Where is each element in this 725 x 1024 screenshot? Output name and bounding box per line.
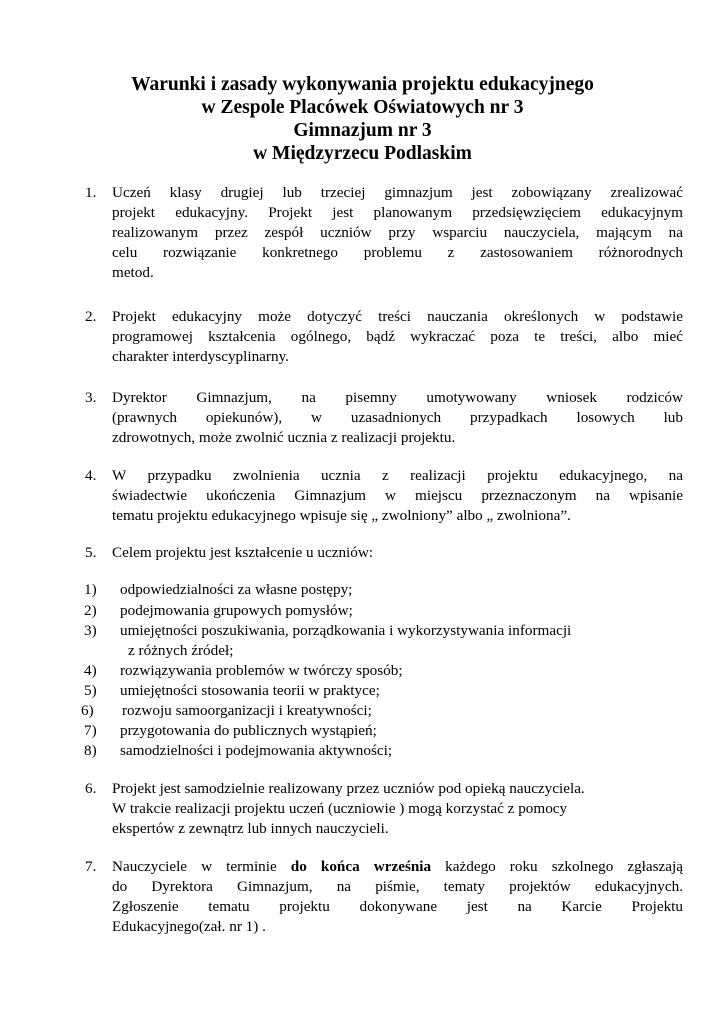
goal-number: 5) xyxy=(84,682,97,699)
title-line-2: w Zespole Placówek Oświatowych nr 3 xyxy=(201,97,524,118)
point-line: Celem projektu jest kształcenie u uczniów: xyxy=(112,544,374,561)
point-line: Uczeń klasy drugiej lub trzeciej gimnazjum jest zobowiązany zrealizować xyxy=(112,184,683,201)
goal-number: 7) xyxy=(84,722,97,739)
goal-text: rozwoju samoorganizacji i kreatywności; xyxy=(122,702,372,719)
point-line: do Dyrektora Gimnazjum, na piśmie, tematy projektów edukacyjnych. xyxy=(112,878,683,895)
point-line-with-bold xyxy=(112,857,683,877)
goal-text: umiejętności stosowania teorii w praktyce; xyxy=(120,682,380,699)
point-line: Projekt edukacyjny może dotyczyć treści nauczania określonych w podstawie xyxy=(112,308,683,325)
title-line-3: Gimnazjum nr 3 xyxy=(293,120,432,141)
point-line: realizowanym przez zespół uczniów przy wsparciu nauczyciela, mającym na xyxy=(112,224,683,241)
document-title xyxy=(0,73,725,165)
point-line: charakter interdyscyplinarny. xyxy=(112,348,289,365)
goal-number: 1) xyxy=(84,581,97,598)
point-line: świadectwie ukończenia Gimnazjum w miejscu przeznaczonym na wpisanie xyxy=(112,487,683,504)
point-line: tematu projektu edukacyjnego wpisuje się „ zwolniony” albo „ zwolniona”. xyxy=(112,507,571,524)
goal-text: odpowiedzialności za własne postępy; xyxy=(120,581,353,598)
point-line: Projekt jest samodzielnie realizowany przez uczniów pod opieką nauczyciela. xyxy=(112,780,585,797)
line-segment: każdego roku szkolnego zgłaszają xyxy=(431,858,683,875)
goal-number: 8) xyxy=(84,742,97,759)
point-line: Dyrektor Gimnazjum, na pisemny umotywowany wniosek rodziców xyxy=(112,389,683,406)
point-number: 3. xyxy=(85,389,97,406)
point-line: zdrowotnych, może zwolnić ucznia z realizacji projektu. xyxy=(112,429,456,446)
title-line-4: w Międzyrzecu Podlaskim xyxy=(253,143,472,164)
point-number: 1. xyxy=(85,184,97,201)
goal-number: 4) xyxy=(84,662,97,679)
title-line-1: Warunki i zasady wykonywania projektu edukacyjnego xyxy=(131,74,594,95)
deadline-emphasis: do końca września xyxy=(290,858,432,875)
point-line: programowej kształcenia ogólnego, bądź wykraczać poza te treści, albo mieć xyxy=(112,328,683,345)
point-line: W przypadku zwolnienia ucznia z realizacji projektu edukacyjnego, na xyxy=(112,467,683,484)
point-number: 4. xyxy=(85,467,97,484)
point-line: Zgłoszenie tematu projektu dokonywane jest na Karcie Projektu xyxy=(112,898,683,915)
goal-text: przygotowania do publicznych wystąpień; xyxy=(120,722,377,739)
goal-text: umiejętności poszukiwania, porządkowania i wykorzystywania informacji xyxy=(120,622,572,639)
goal-number: 2) xyxy=(84,602,97,619)
goal-number: 3) xyxy=(84,622,97,639)
point-line: Edukacyjnego(zał. nr 1) . xyxy=(112,918,266,935)
point-number: 2. xyxy=(85,308,97,325)
point-line: projekt edukacyjny. Projekt jest planowanym przedsięwzięciem edukacyjnym xyxy=(112,204,683,221)
point-number: 5. xyxy=(85,544,97,561)
point-number: 6. xyxy=(85,780,97,797)
goal-text: podejmowania grupowych pomysłów; xyxy=(120,602,353,619)
goal-text: samodzielności i podejmowania aktywności; xyxy=(120,742,393,759)
goal-text: rozwiązywania problemów w twórczy sposób; xyxy=(120,662,403,679)
goal-number: 6) xyxy=(81,702,94,719)
point-line: (prawnych opiekunów), w uzasadnionych przypadkach losowych lub xyxy=(112,409,683,426)
point-line: metod. xyxy=(112,264,154,281)
point-line: W trakcie realizacji projektu uczeń (uczniowie ) mogą korzystać z pomocy xyxy=(112,800,568,817)
point-number: 7. xyxy=(85,858,97,875)
goal-text: z różnych źródeł; xyxy=(128,642,234,659)
point-line: celu rozwiązanie konkretnego problemu z zastosowaniem różnorodnych xyxy=(112,244,683,261)
line-segment: Nauczyciele w terminie xyxy=(112,858,291,875)
point-line: ekspertów z zewnątrz lub innych nauczycieli. xyxy=(112,820,389,837)
